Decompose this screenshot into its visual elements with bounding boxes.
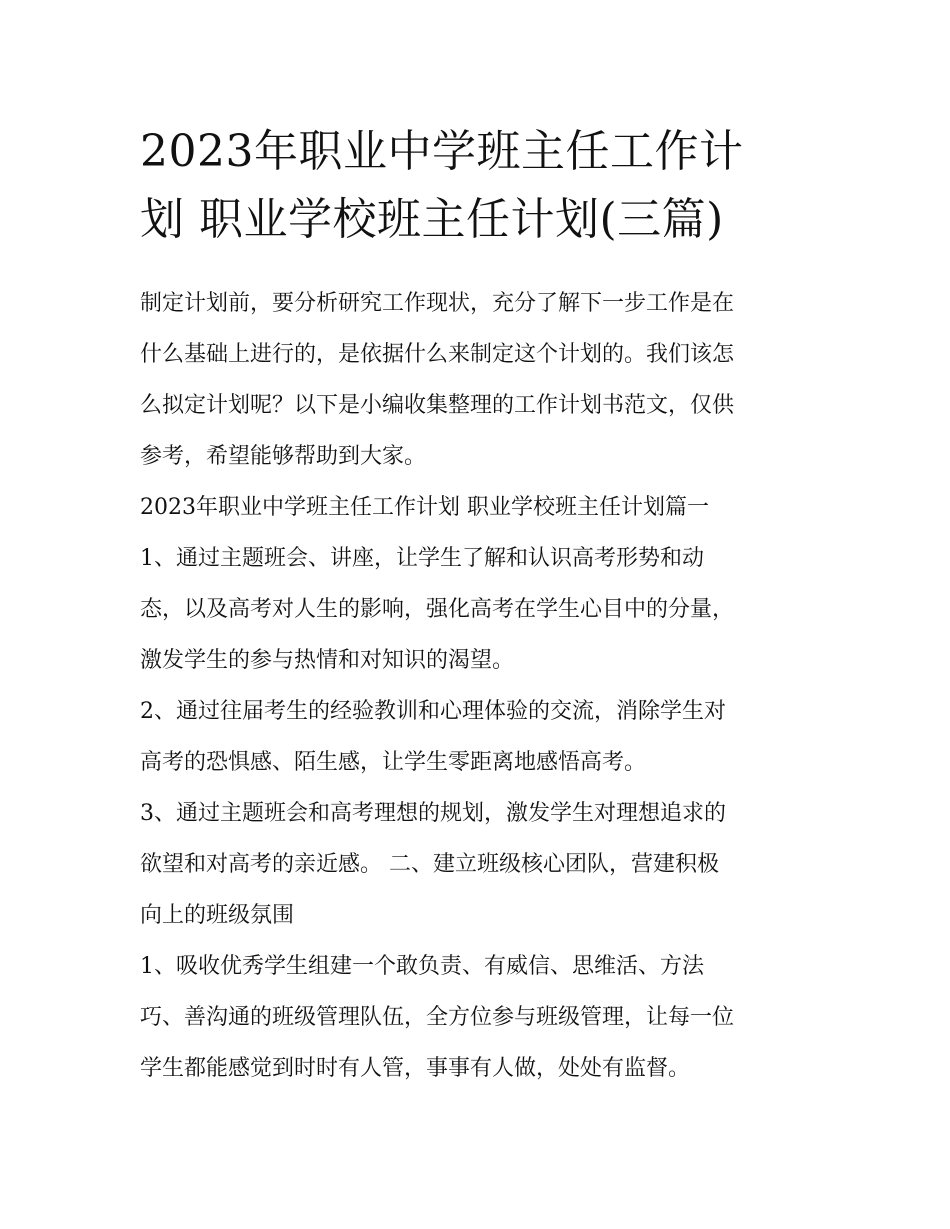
text-line: 参考，希望能够帮助到大家。	[140, 444, 427, 469]
intro-paragraph	[140, 278, 820, 482]
document-title	[140, 118, 820, 254]
text-line: 1、通过主题班会、讲座，让学生了解和认识高考形势和动	[140, 546, 704, 571]
document-body	[140, 278, 820, 1094]
text-line: 3、通过主题班会和高考理想的规划，激发学生对理想追求的	[140, 801, 726, 826]
text-line: 2、通过往届考生的经验教训和心理体验的交流，消除学生对	[140, 699, 726, 724]
item-paragraph-2	[140, 686, 820, 788]
text-line: 2023年职业中学班主任工作计划 职业学校班主任计划篇一	[140, 495, 709, 520]
text-line: 欲望和对高考的亲近感。 二、建立班级核心团队，营建积极	[140, 852, 719, 877]
text-line: 向上的班级氛围	[140, 903, 295, 928]
item-paragraph-4	[140, 941, 820, 1094]
section-heading	[140, 482, 820, 533]
text-line: 制定计划前，要分析研究工作现状，充分了解下一步工作是在	[140, 291, 735, 316]
item-paragraph-1	[140, 533, 820, 686]
text-line: 巧、善沟通的班级管理队伍，全方位参与班级管理，让每一位	[140, 1005, 735, 1030]
title-line-1: 2023年职业中学班主任工作计	[140, 126, 744, 177]
item-paragraph-3	[140, 788, 820, 941]
title-line-2: 划 职业学校班主任计划(三篇)	[140, 194, 724, 245]
text-line: 学生都能感觉到时时有人管，事事有人做，处处有监督。	[140, 1056, 691, 1081]
text-line: 么拟定计划呢？以下是小编收集整理的工作计划书范文，仅供	[140, 393, 735, 418]
text-line: 什么基础上进行的，是依据什么来制定这个计划的。我们该怎	[140, 342, 735, 367]
text-line: 高考的恐惧感、陌生感，让学生零距离地感悟高考。	[140, 750, 647, 775]
text-line: 态，以及高考对人生的影响，强化高考在学生心目中的分量，	[140, 597, 735, 622]
text-line: 激发学生的参与热情和对知识的渴望。	[140, 648, 515, 673]
text-line: 1、吸收优秀学生组建一个敢负责、有威信、思维活、方法	[140, 954, 704, 979]
